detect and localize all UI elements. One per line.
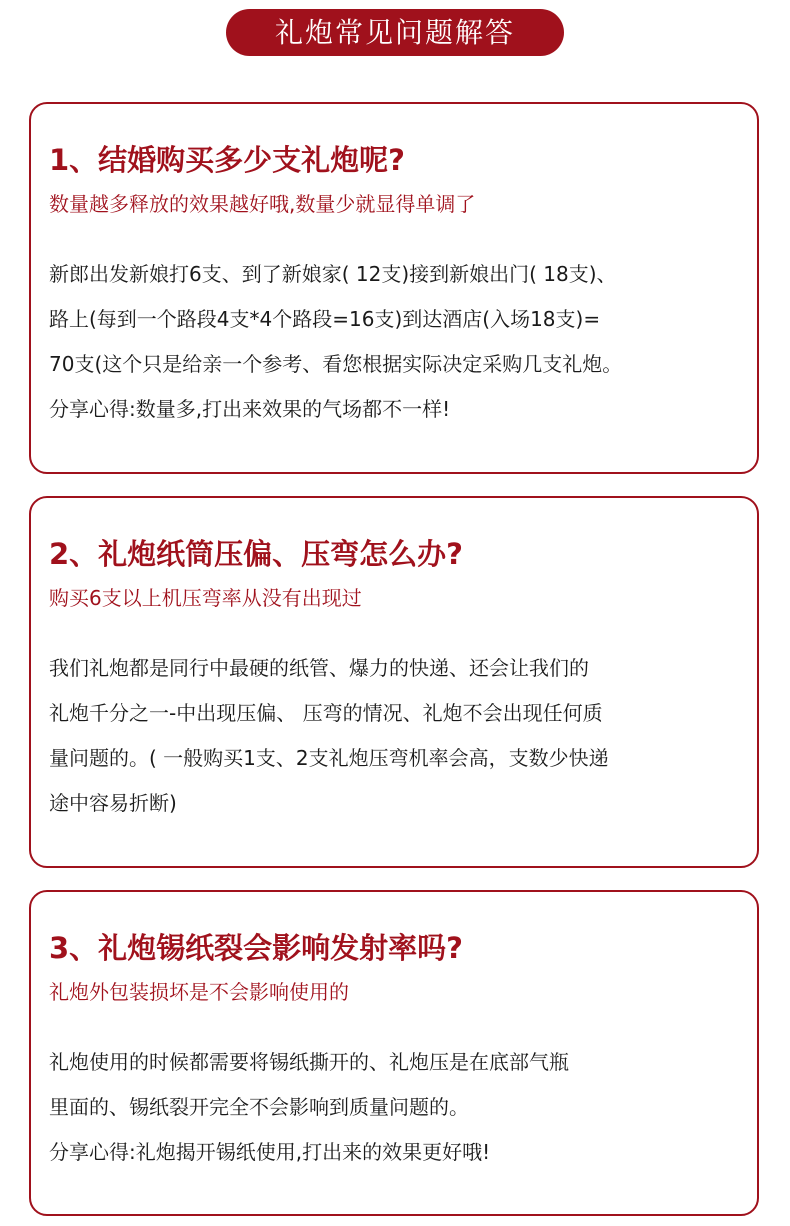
faq-answer-line: 我们礼炮都是同行中最硬的纸管、爆力的快递、还会让我们的 xyxy=(49,656,589,680)
faq-question: 1、结婚购买多少支礼炮呢? xyxy=(49,143,406,177)
faq-answer-line: 途中容易折断) xyxy=(49,791,177,815)
faq-answer-line: 分享心得:礼炮揭开锡纸使用,打出来的效果更好哦! xyxy=(49,1140,491,1164)
faq-card-2 xyxy=(29,496,759,868)
faq-answer-line: 礼炮使用的时候都需要将锡纸撕开的、礼炮压是在底部气瓶 xyxy=(49,1050,569,1074)
faq-question: 2、礼炮纸筒压偏、压弯怎么办? xyxy=(49,537,464,571)
faq-card-3 xyxy=(29,890,759,1216)
faq-answer-summary: 礼炮外包装损坏是不会影响使用的 xyxy=(49,980,349,1004)
faq-answer-line: 新郎出发新娘打6支、到了新娘家( 12支)接到新娘出门( 18支)、 xyxy=(49,262,617,286)
page-title-banner xyxy=(226,9,564,56)
faq-answer-summary: 数量越多释放的效果越好哦,数量少就显得单调了 xyxy=(49,192,476,216)
faq-answer-line: 70支(这个只是给亲一个参考、看您根据实际决定采购几支礼炮。 xyxy=(49,352,623,376)
faq-answer-line: 量问题的。( 一般购买1支、2支礼炮压弯机率会高，支数少快递 xyxy=(49,746,609,770)
faq-question: 3、礼炮锡纸裂会影响发射率吗? xyxy=(49,931,464,965)
faq-answer-line: 礼炮千分之一-中出现压偏、 压弯的情况、礼炮不会出现任何质 xyxy=(49,701,603,725)
faq-answer-body xyxy=(49,1040,739,1175)
faq-answer-summary: 购买6支以上机压弯率从没有出现过 xyxy=(49,586,362,610)
faq-answer-body xyxy=(49,646,739,826)
faq-answer-line: 分享心得:数量多,打出来效果的气场都不一样! xyxy=(49,397,451,421)
page-title: 礼炮常见问题解答 xyxy=(274,16,515,49)
faq-card-1 xyxy=(29,102,759,474)
faq-answer-body xyxy=(49,252,739,432)
faq-answer-line: 路上(每到一个路段4支*4个路段=16支)到达酒店(入场18支)= xyxy=(49,307,601,331)
faq-answer-line: 里面的、锡纸裂开完全不会影响到质量问题的。 xyxy=(49,1095,469,1119)
